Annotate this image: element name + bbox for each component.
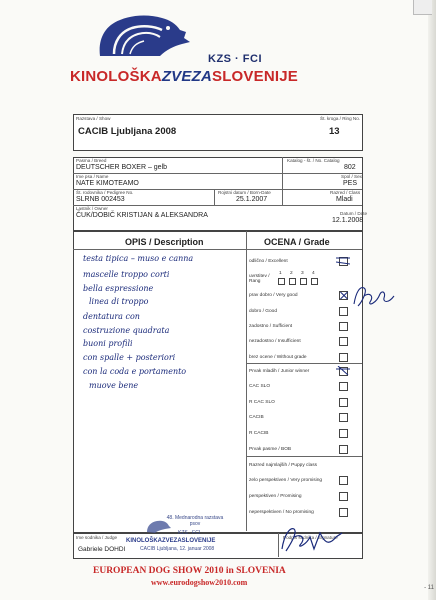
bob-label: Prvak pasme / BOB (249, 447, 292, 452)
organisation-name: KINOLOŠKAZVEZASLOVENIJE (70, 68, 298, 85)
no-promising-checkbox[interactable] (339, 508, 348, 517)
table-col-divider (246, 231, 247, 531)
description-line: testa tipica – muso e canna (83, 254, 194, 263)
stamp-line: CACIB Ljubljana, 12. januar 2008 (140, 546, 215, 552)
bob-checkbox[interactable] (339, 445, 348, 454)
signature-label: Podpis sodnika / Signature (283, 535, 338, 540)
class-value: Mladi (336, 196, 353, 203)
junior-winner-label: Prvak mladih / Junior winner (249, 369, 310, 374)
grade-without-label: brez ocene / Without grade (249, 355, 307, 360)
catalog-label: Katalog - št. / No. Catalog (287, 158, 340, 163)
rang-checkbox-4[interactable] (311, 278, 318, 285)
rcacib-label: R CACIB (249, 431, 269, 436)
promising-checkbox[interactable] (339, 492, 348, 501)
grade-section-divider (246, 456, 362, 457)
cacib-checkbox[interactable] (339, 413, 348, 422)
grade-header: OCENA / Grade (264, 237, 330, 247)
grade-insufficient-label: nezadostno / Insufficient (249, 339, 301, 344)
rcac-slo-label: R CAC SLO (249, 400, 275, 405)
rang-number: 3 (301, 271, 304, 276)
dog-name-label: Ime psa / Name (76, 174, 109, 179)
description-line: muove bene (89, 381, 139, 390)
stamp-line: 48. Mednarodna razstava psov (166, 515, 224, 527)
ring-label: Št. kroga / Ring No. (320, 116, 361, 121)
col-divider (214, 189, 215, 205)
description-line: con la coda e portamento (83, 367, 187, 376)
grade-sufficient-checkbox[interactable] (339, 322, 348, 331)
stamp-line: KINOLOŠKAZVEZASLOVENIJE (126, 538, 216, 544)
paper-corner (413, 0, 432, 15)
owner-value: ČUK/DOBIČ KRISTIJAN & ALEKSANDRA (76, 212, 208, 219)
sex-value: PES (343, 180, 358, 187)
show-label: Razstava / Show (76, 116, 111, 121)
row-divider (73, 205, 362, 206)
cac-slo-label: CAC SLO (249, 384, 271, 389)
grade-very-good-checkbox[interactable] (339, 291, 348, 300)
judge-name: Gabriele DOHDI (78, 546, 126, 553)
date-label: Datum / Date (340, 211, 368, 216)
grade-sufficient-label: zadostno / Sufficient (249, 324, 293, 329)
pedigree-label: Št. rodovnika / Pedigree No. (76, 190, 134, 195)
cac-slo-checkbox[interactable] (339, 382, 348, 391)
class-label: Razred / Class (330, 190, 361, 195)
stamp-line: KZS · FCI (178, 530, 201, 536)
paper-edge (428, 0, 436, 600)
very-promising-label: zelo perspektiven / Very promising (249, 478, 323, 483)
grade-excellent-label: odlično / Excellent (249, 259, 288, 264)
grade-rang-label: uvrstitev / Rang (249, 274, 270, 284)
description-line: mascelle troppo corti (83, 270, 170, 279)
rcacib-checkbox[interactable] (339, 429, 348, 438)
puppy-class-label: Razred najmlajših / Puppy class (249, 463, 317, 468)
pedigree-value: SLRNB 002453 (76, 196, 125, 203)
col-divider (282, 157, 283, 205)
breed-label: Pasma / Breed (76, 158, 107, 163)
table-header-divider (73, 249, 362, 250)
junior-strike-mark-icon (336, 366, 350, 376)
rang-number: 2 (290, 271, 293, 276)
excellent-strike-mark-icon (336, 256, 350, 266)
date-value: 12.1.2008 (332, 217, 364, 224)
dob-label: Rojstni datum / Born-Date (218, 190, 271, 195)
description-line: costruzione quadrata (83, 326, 170, 335)
dob-value: 25.1.2007 (236, 196, 268, 203)
rang-checkbox-3[interactable] (300, 278, 307, 285)
very-promising-checkbox[interactable] (339, 476, 348, 485)
judge-initials-icon (350, 282, 396, 310)
page-mark: - 11 (424, 585, 434, 591)
catalog-number: 802 (344, 164, 356, 171)
ring-number: 13 (329, 126, 340, 137)
grade-good-label: dobro / Good (249, 309, 278, 314)
grade-section-divider (246, 363, 362, 364)
description-line: con spalle + posteriori (83, 353, 176, 362)
owner-label: Lastnik / Owner (76, 206, 108, 211)
banner-url: www.eurodogshow2010.com (151, 578, 248, 587)
description-line: bella espressione (83, 284, 154, 293)
rang-number: 1 (279, 271, 282, 276)
judge-signature-icon (276, 523, 348, 555)
description-header: OPIS / Description (125, 237, 204, 247)
row-divider (73, 173, 362, 174)
breed-value: DEUTSCHER BOXER – gelb (76, 164, 168, 171)
grade-insufficient-checkbox[interactable] (339, 337, 348, 346)
rang-checkbox-1[interactable] (278, 278, 285, 285)
rang-checkbox-2[interactable] (289, 278, 296, 285)
description-line: buoni profili (83, 339, 133, 348)
dog-name-value: NATE KIMOTEAMO (76, 180, 139, 187)
show-name: CACIB Ljubljana 2008 (78, 126, 177, 137)
promising-label: perspektiven / Promising (249, 494, 302, 499)
grade-good-checkbox[interactable] (339, 307, 348, 316)
description-line: dentatura con (83, 312, 140, 321)
rcac-slo-checkbox[interactable] (339, 398, 348, 407)
stamp-dog-icon (143, 518, 173, 534)
sex-label: Spol / Sex (341, 174, 362, 179)
cacib-label: CACIB (249, 415, 264, 420)
grade-without-checkbox[interactable] (339, 353, 348, 362)
banner-title: EUROPEAN DOG SHOW 2010 in SLOVENIA (93, 566, 286, 576)
grade-very-good-label: prav dobro / Very good (249, 293, 298, 298)
federation-label: KZS · FCI (208, 53, 262, 65)
judge-label: Ime sodnika / Judge (76, 535, 118, 540)
description-line: linea di troppo (89, 297, 149, 306)
dog-head-logo-icon (70, 10, 210, 62)
rang-number: 4 (312, 271, 315, 276)
no-promising-label: neperspektiven / No promising (249, 510, 314, 515)
